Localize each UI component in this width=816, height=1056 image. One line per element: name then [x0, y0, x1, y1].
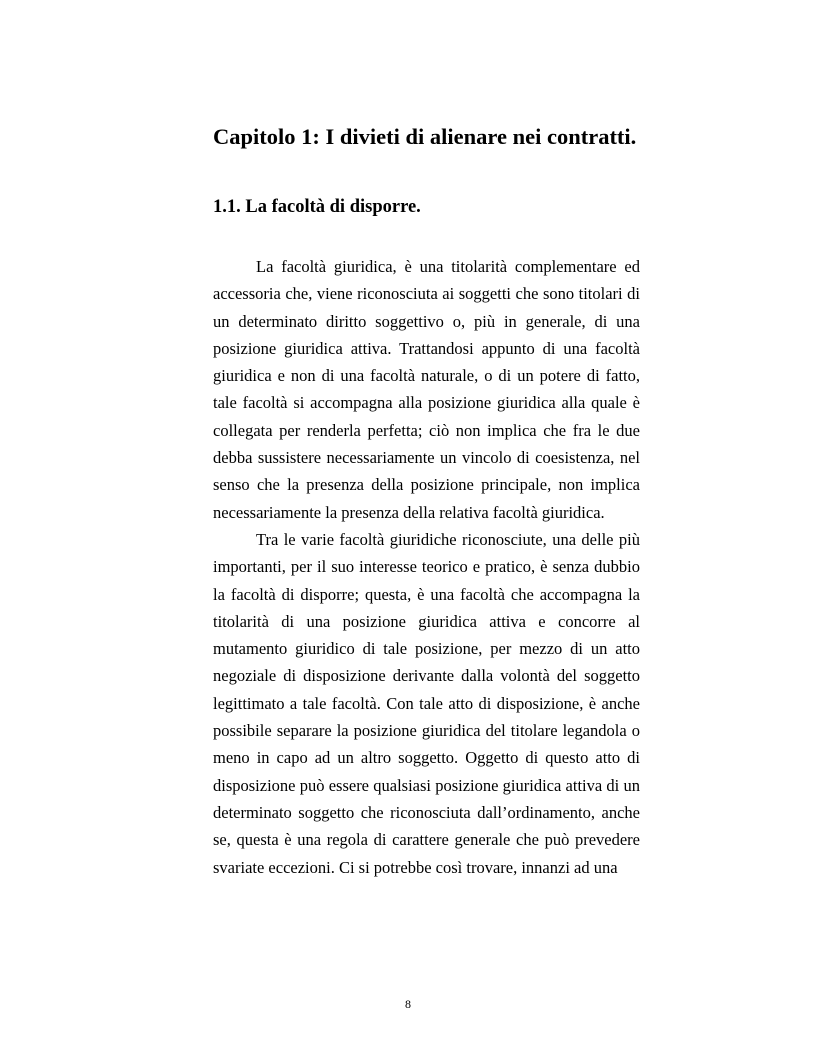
section-title: 1.1. La facoltà di disporre.	[213, 197, 421, 217]
body-text	[213, 253, 640, 881]
paragraph: Tra le varie facoltà giuridiche riconosciute, una delle più importanti, per il suo interesse teorico e pratico, è senza dubbio la facoltà di disporre; questa, è una facoltà che accompagna la titolarità di una posizione giuridica attiva e concorre al mutamento giuridico di tale posizione, per mezzo di un atto negoziale di disposizione derivante dalla volontà del soggetto legittimato a tale facoltà. Con tale atto di disposizione, è anche possibile separare la posizione giuridica del titolare legandola o meno in capo ad un altro soggetto. Oggetto di questo atto di disposizione può essere qualsiasi posizione giuridica attiva di un determinato soggetto che riconosciuta dall’ordinamento, anche se, questa è una regola di carattere generale che può prevedere svariate eccezioni. Ci si potrebbe così trovare, innanzi ad una	[213, 529, 640, 877]
paragraph: La facoltà giuridica, è una titolarità complementare ed accessoria che, viene riconosciuta ai soggetti che sono titolari di un determinato diritto soggettivo o, più in generale, di una posizione giuridica attiva. Trattandosi appunto di una facoltà giuridica e non di una facoltà naturale, o di un potere di fatto, tale facoltà si accompagna alla posizione giuridica alla quale è collegata per renderla perfetta; ciò non implica che fra le due debba sussistere necessariamente un vincolo di coesistenza, nel senso che la presenza della posizione principale, non implica necessariamente la presenza della relativa facoltà giuridica.	[213, 257, 640, 522]
page-number: 8	[405, 997, 411, 1011]
chapter-title: Capitolo 1: I divieti di alienare nei contratti.	[213, 124, 637, 149]
